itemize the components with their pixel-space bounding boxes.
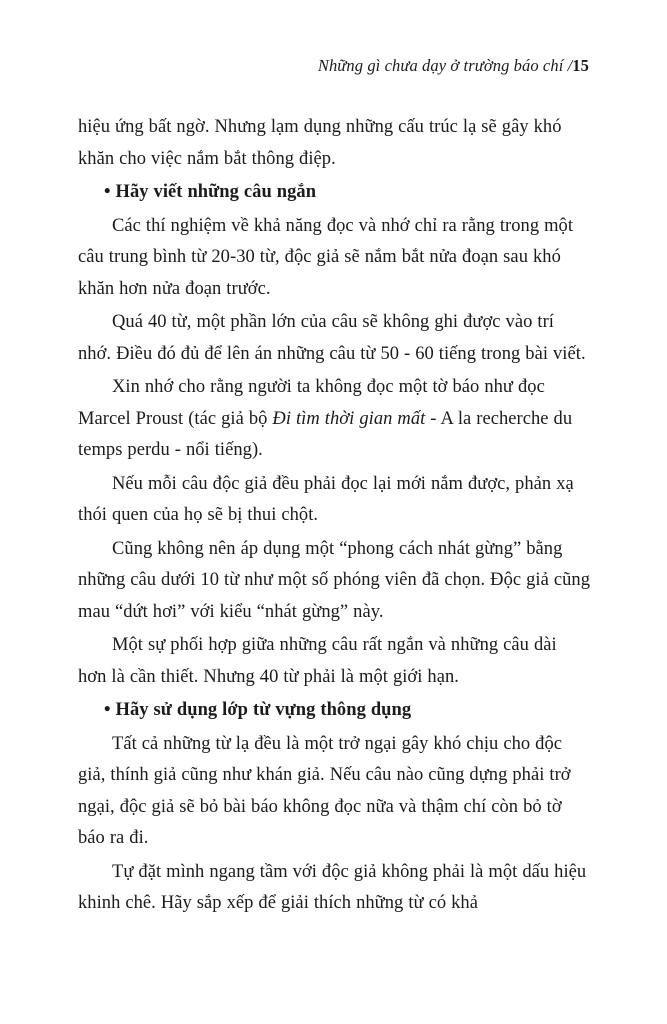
- paragraph: hiệu ứng bất ngờ. Nhưng lạm dụng những cấu trúc lạ sẽ gây khó khăn cho việc nắm bắt thông điệp.: [78, 117, 562, 169]
- paragraph: Tự đặt mình ngang tầm với độc giả không phải là một dấu hiệu khinh chê. Hãy sắp xếp để giải thích những từ có khả: [78, 861, 587, 913]
- paragraph-text-after: - A la recherche du temps perdu - nổi tiếng).: [78, 408, 573, 460]
- paragraph-with-italic-title: [78, 372, 590, 467]
- paragraph: Quá 40 từ, một phần lớn của câu sẽ không ghi được vào trí nhớ. Điều đó đủ để lên án những câu từ 50 - 60 tiếng trong bài viết.: [78, 312, 586, 364]
- italic-book-title: Đi tìm thời gian mất: [272, 408, 426, 429]
- running-head: [318, 56, 589, 76]
- page-number: 15: [572, 56, 589, 75]
- paragraph: Một sự phối hợp giữa những câu rất ngắn và những câu dài hơn là cần thiết. Nhưng 40 từ phải là một giới hạn.: [78, 635, 557, 687]
- paragraph: Cũng không nên áp dụng một “phong cách nhát gừng” bằng những câu dưới 10 từ như một số phóng viên đã chọn. Độc giả cũng mau “dứt hơi” với kiểu “nhát gừng” này.: [78, 538, 591, 622]
- paragraph: Các thí nghiệm về khả năng đọc và nhớ chỉ ra rằng trong một câu trung bình từ 20-30 từ, độc giả sẽ nắm bắt nửa đoạn sau khó khăn hơn nửa đoạn trước.: [78, 215, 574, 299]
- paragraph: Tất cả những từ lạ đều là một trở ngại gây khó chịu cho độc giả, thính giả cũng như khán giả. Nếu câu nào cũng dựng phải trở ngại, độc giả sẽ bỏ bài báo không đọc nữa và thậm chí còn bỏ tờ báo ra đi.: [78, 733, 571, 848]
- bullet-heading: • Hãy sử dụng lớp từ vựng thông dụng: [104, 700, 412, 720]
- bullet-heading: • Hãy viết những câu ngắn: [104, 182, 317, 202]
- body-text-column: [78, 112, 590, 922]
- paragraph-text-before: Xin nhớ cho rằng người ta không đọc một tờ báo như đọc Marcel Proust (tác giả bộ: [78, 377, 545, 429]
- paragraph: Nếu mỗi câu độc giả đều phải đọc lại mới nắm được, phản xạ thói quen của họ sẽ bị thui chột.: [78, 473, 574, 525]
- running-head-title: Những gì chưa dạy ở trường báo chí /: [317, 56, 573, 75]
